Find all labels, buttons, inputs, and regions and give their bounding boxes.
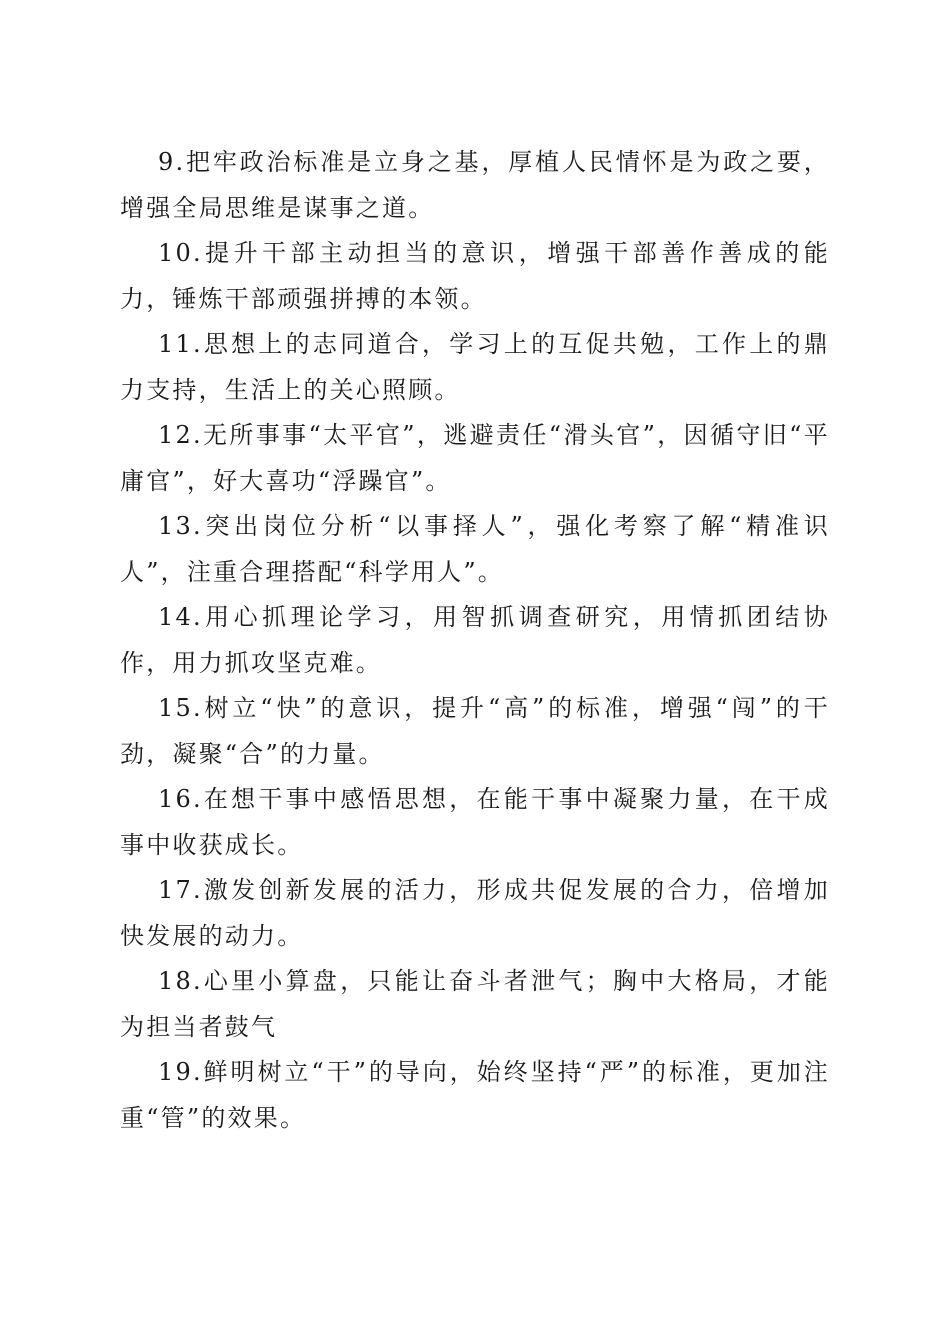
paragraph-item-18: 18.心里小算盘，只能让奋斗者泄气；胸中大格局，才能为担当者鼓气 [120, 967, 830, 1041]
document-body [120, 140, 830, 1141]
paragraph-item-11: 11.思想上的志同道合，学习上的互促共勉，工作上的鼎力支持，生活上的关心照顾。 [120, 330, 830, 404]
paragraph-item-17: 17.激发创新发展的活力，形成共促发展的合力，倍增加快发展的动力。 [120, 876, 830, 950]
paragraph-item-12: 12.无所事事“太平官”，逃避责任“滑头官”，因循守旧“平庸官”，好大喜功“浮躁官”。 [120, 421, 830, 495]
paragraph-item-14: 14.用心抓理论学习，用智抓调查研究，用情抓团结协作，用力抓攻坚克难。 [120, 603, 830, 677]
paragraph-item-13: 13.突出岗位分析“以事择人”，强化考察了解“精准识人”，注重合理搭配“科学用人”。 [120, 512, 830, 586]
paragraph-item-9: 9.把牢政治标准是立身之基，厚植人民情怀是为政之要，增强全局思维是谋事之道。 [120, 148, 830, 222]
paragraph-item-19: 19.鲜明树立“干”的导向，始终坚持“严”的标准，更加注重“管”的效果。 [120, 1058, 830, 1132]
paragraph-item-15: 15.树立“快”的意识，提升“高”的标准，增强“闯”的干劲，凝聚“合”的力量。 [120, 694, 830, 768]
paragraph-item-16: 16.在想干事中感悟思想，在能干事中凝聚力量，在干成事中收获成长。 [120, 785, 830, 859]
paragraph-item-10: 10.提升干部主动担当的意识，增强干部善作善成的能力，锤炼干部顽强拼搏的本领。 [120, 239, 830, 313]
